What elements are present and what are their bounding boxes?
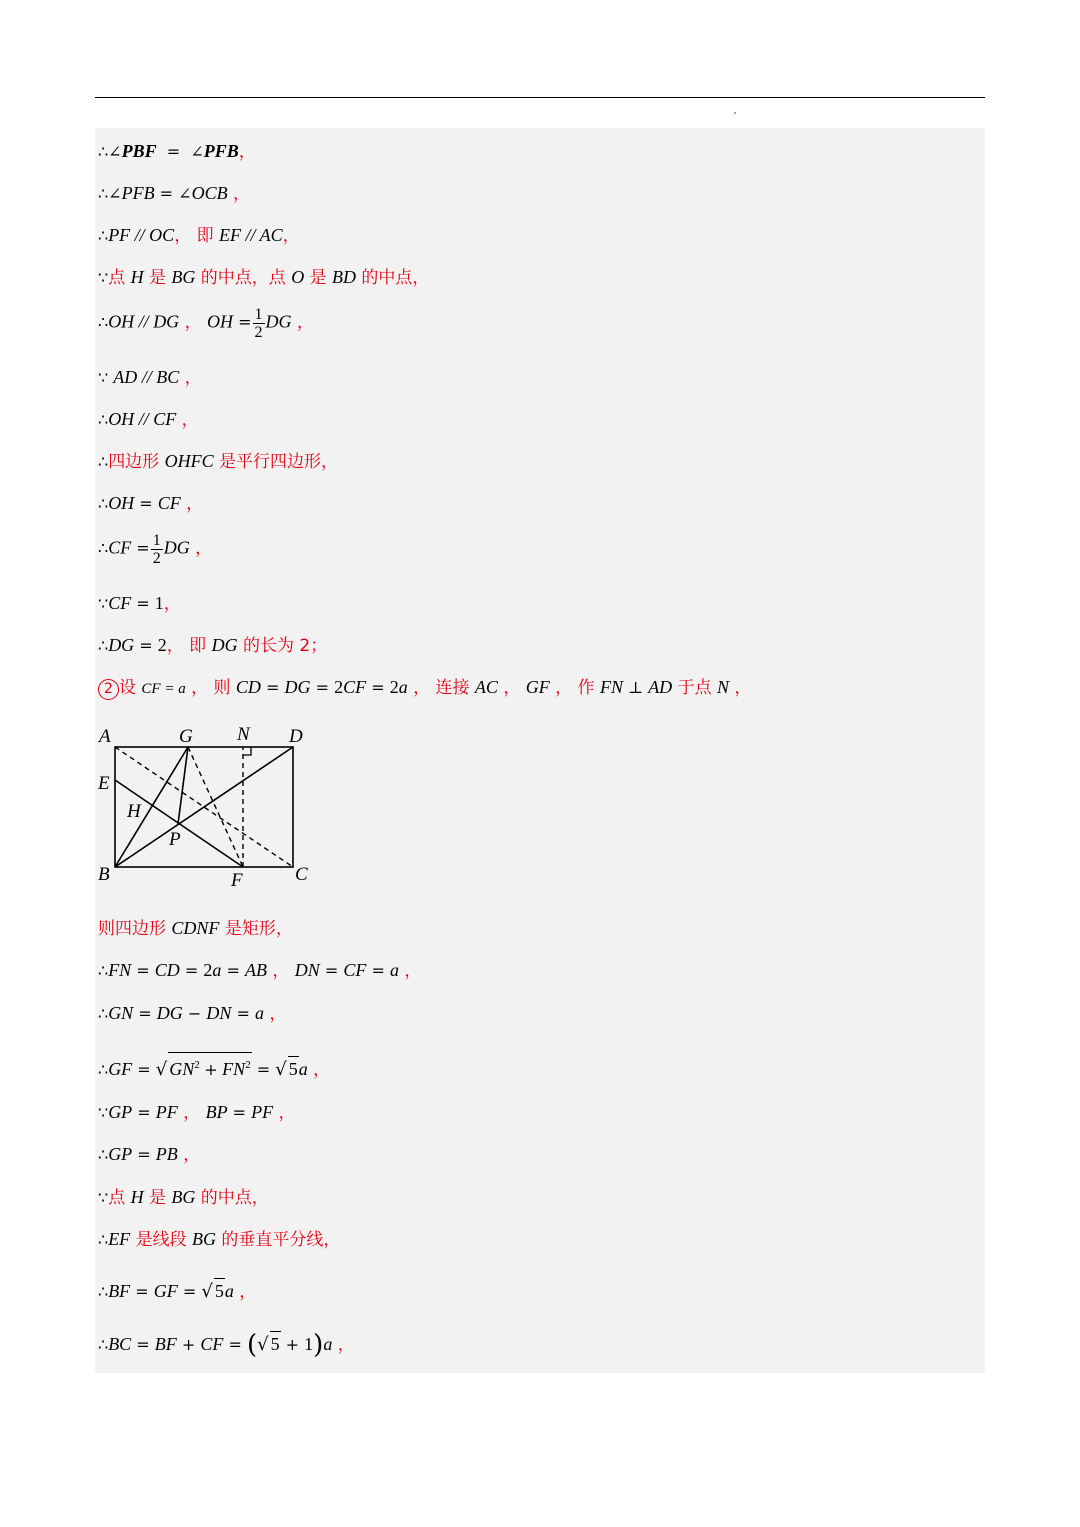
step-line-2: ∴∠PFB = ∠OCB ， [98, 183, 250, 204]
step-line-19: ∴GP = PB ， [98, 1144, 201, 1165]
step-line-13: 2 设 CF = a ， 则 CD = DG = 2CF = 2a ， 连接 AC ， GF ， 作 FN ⊥ AD 于点 N ， [98, 675, 751, 701]
geometry-figure [95, 720, 325, 890]
label-B: B [98, 864, 110, 885]
step-line-15: ∴FN = CD = 2a = AB ， DN = CF = a ， [98, 960, 422, 981]
label-C: C [295, 864, 308, 885]
label-D: D [289, 726, 303, 747]
step-line-1: ∴∠PBF = ∠PFB， [98, 141, 256, 162]
right-angle-mark [243, 747, 251, 755]
label-G: G [179, 726, 193, 747]
step-line-17: ∴GF = √ $GN^2 + FN^2$ = √ 5a ， [98, 1052, 330, 1082]
step-line-21: ∴EF 是线段 BG 的垂直平分线， [98, 1229, 341, 1250]
step-line-7: ∴OH // CF ， [98, 409, 199, 430]
label-N: N [237, 724, 250, 745]
step-line-16: ∴GN = DG − DN = a ， [98, 1003, 287, 1024]
step-line-6: ∵ AD // BC ， [98, 367, 202, 388]
segment-GP [178, 747, 188, 824]
label-A: A [99, 726, 111, 747]
step-line-14: 则四边形 CDNF 是矩形， [98, 918, 293, 939]
step-line-18: ∵GP = PF ， BP = PF ， [98, 1102, 296, 1123]
label-F: F [231, 870, 243, 890]
step-line-23: ∴BC = BF + CF = (√ 5 + 1)a ， [98, 1330, 355, 1360]
label-H: H [127, 801, 141, 822]
step-line-10: ∴CF = $\frac{1}{2}$ DG ， [98, 532, 213, 567]
step-line-5: ∴OH // DG ， OH = $\frac{1}{2}$ DG ， [98, 306, 314, 341]
label-P: P [169, 829, 181, 850]
step-line-8: ∴四边形 OHFC 是平行四边形， [98, 451, 338, 472]
label-E: E [98, 773, 110, 794]
step-line-20: ∵点 H 是 BG 的中点， [98, 1187, 269, 1208]
step-line-12: ∴DG = 2， 即 DG 的长为 2； [98, 635, 328, 656]
step-line-9: ∴OH = CF ， [98, 493, 204, 514]
step-line-4: ∵点 H 是 BG 的中点，点 O 是 BD 的中点， [98, 267, 430, 288]
step-line-11: ∵CF = 1， [98, 593, 181, 614]
step-line-3: ∴PF // OC， 即 EF // AC， [98, 225, 300, 246]
step-line-22: ∴BF = GF = √ 5a ， [98, 1278, 256, 1304]
header-dot [734, 112, 736, 114]
header-rule [95, 97, 985, 98]
